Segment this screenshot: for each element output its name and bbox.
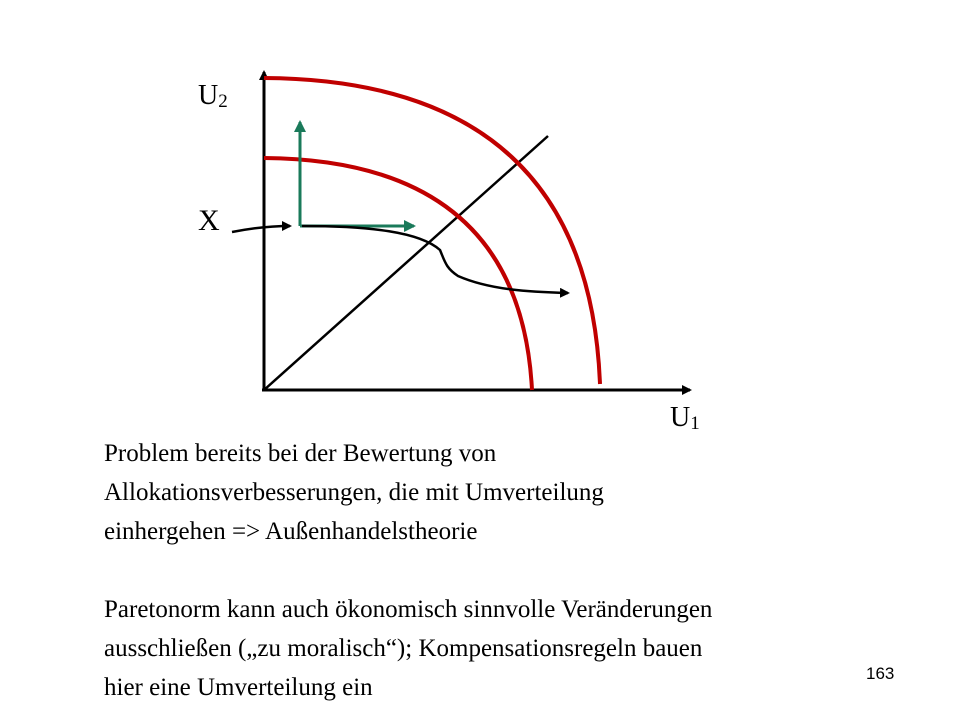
x-axis-label: $U_1$	[670, 402, 700, 434]
paragraph-pareto-norm: Paretonorm kann auch ökonomisch sinnvolle Veränderungen ausschließen („zu moralisch“); Kompensationsregeln bauen hier eine Umverteilung ein	[104, 596, 713, 701]
paragraph-allocation-problem: Problem bereits bei der Bewertung von Allokationsverbesserungen, die mit Umverteilung einhergehen => Außenhandelstheorie	[104, 440, 604, 545]
slide-number: 163	[866, 664, 895, 683]
point-x-label: X	[198, 204, 220, 237]
x-pointer-arrow	[232, 226, 290, 232]
diagonal-line	[264, 136, 548, 390]
outer-utility-frontier	[264, 78, 600, 384]
y-axis-label: $U_2$	[198, 80, 228, 112]
